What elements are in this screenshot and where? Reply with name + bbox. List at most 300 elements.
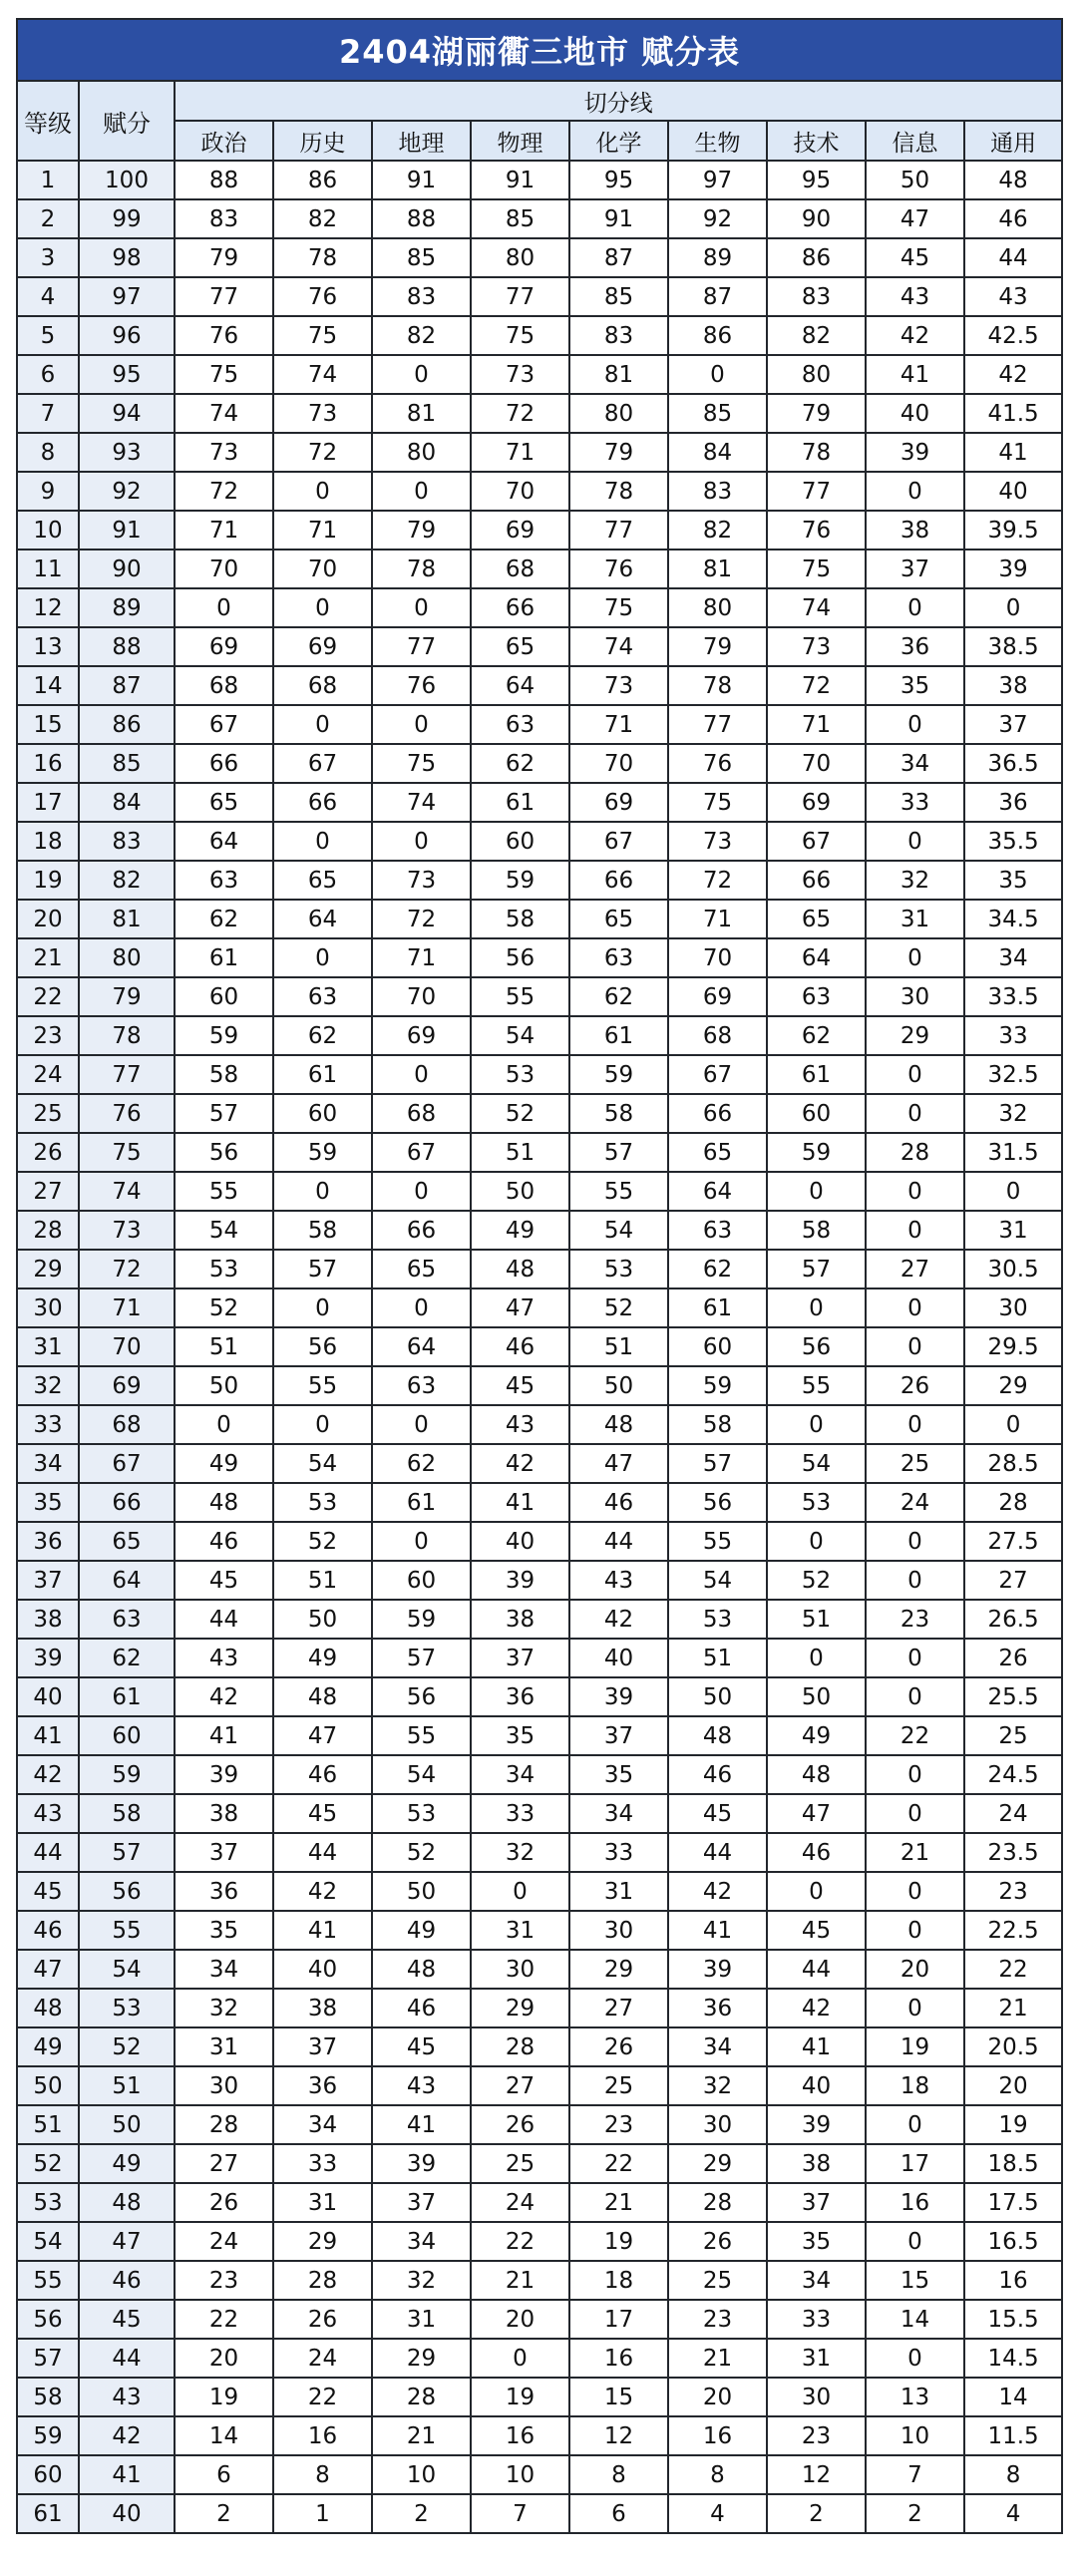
cutoff-cell: 37 bbox=[866, 550, 964, 588]
cutoff-cell: 0 bbox=[866, 1989, 964, 2027]
cutoff-cell: 0 bbox=[767, 1872, 866, 1911]
cutoff-cell: 66 bbox=[569, 861, 668, 900]
cutoff-cell: 41 bbox=[471, 1483, 569, 1522]
cutoff-cell: 27 bbox=[569, 1989, 668, 2027]
cutoff-cell: 73 bbox=[569, 666, 668, 705]
cutoff-cell: 0 bbox=[668, 355, 767, 394]
cutoff-cell: 26 bbox=[569, 2027, 668, 2066]
cutoff-cell: 32 bbox=[372, 2261, 471, 2300]
score-cell: 40 bbox=[79, 2494, 175, 2533]
score-conversion-sheet bbox=[16, 18, 1061, 2534]
cutoff-cell: 48 bbox=[569, 1405, 668, 1444]
cutoff-cell: 64 bbox=[471, 666, 569, 705]
cutoff-cell: 44 bbox=[964, 238, 1062, 277]
cutoff-cell: 25.5 bbox=[964, 1677, 1062, 1716]
cutoff-cell: 2 bbox=[372, 2494, 471, 2533]
cutoff-cell: 68 bbox=[273, 666, 372, 705]
table-row bbox=[17, 1833, 1062, 1872]
score-cell: 89 bbox=[79, 588, 175, 627]
subject-header: 政治 bbox=[175, 121, 273, 161]
cutoff-cell: 22.5 bbox=[964, 1911, 1062, 1950]
cutoff-cell: 43 bbox=[471, 1405, 569, 1444]
cutoff-cell: 42 bbox=[175, 1677, 273, 1716]
table-row bbox=[17, 2261, 1062, 2300]
cutoff-cell: 21 bbox=[668, 2339, 767, 2378]
cutoff-cell: 28 bbox=[273, 2261, 372, 2300]
cutoff-cell: 16 bbox=[273, 2416, 372, 2455]
table-row bbox=[17, 1211, 1062, 1250]
cutoff-cell: 0 bbox=[372, 705, 471, 744]
cutoff-cell: 95 bbox=[569, 161, 668, 199]
score-cell: 95 bbox=[79, 355, 175, 394]
score-cell: 70 bbox=[79, 1327, 175, 1366]
cutoff-cell: 28 bbox=[964, 1483, 1062, 1522]
table-row bbox=[17, 1561, 1062, 1600]
cutoff-cell: 54 bbox=[273, 1444, 372, 1483]
cutoff-cell: 50 bbox=[866, 161, 964, 199]
score-cell: 96 bbox=[79, 316, 175, 355]
cutoff-cell: 52 bbox=[372, 1833, 471, 1872]
cutoff-cell: 7 bbox=[471, 2494, 569, 2533]
cutoff-cell: 19 bbox=[471, 2378, 569, 2416]
table-row bbox=[17, 627, 1062, 666]
cutoff-cell: 20 bbox=[175, 2339, 273, 2378]
cutoff-cell: 56 bbox=[372, 1677, 471, 1716]
cutoff-cell: 71 bbox=[668, 900, 767, 938]
cutoff-cell: 27 bbox=[175, 2144, 273, 2183]
cutoff-cell: 76 bbox=[767, 511, 866, 550]
cutoff-cell: 31 bbox=[372, 2300, 471, 2339]
cutoff-cell: 42 bbox=[471, 1444, 569, 1483]
cutoff-cell: 45 bbox=[866, 238, 964, 277]
cutoff-cell: 23 bbox=[964, 1872, 1062, 1911]
cutoff-cell: 48 bbox=[964, 161, 1062, 199]
cutoff-cell: 80 bbox=[471, 238, 569, 277]
cutoff-cell: 59 bbox=[569, 1055, 668, 1094]
cutoff-cell: 22 bbox=[471, 2222, 569, 2261]
cutoff-cell: 0 bbox=[866, 1911, 964, 1950]
grade-cell: 1 bbox=[17, 161, 79, 199]
cutoff-cell: 79 bbox=[372, 511, 471, 550]
cutoff-cell: 63 bbox=[471, 705, 569, 744]
cutoff-cell: 43 bbox=[964, 277, 1062, 316]
cutoff-cell: 80 bbox=[767, 355, 866, 394]
table-row bbox=[17, 550, 1062, 588]
table-row bbox=[17, 316, 1062, 355]
cutoff-cell: 0 bbox=[273, 588, 372, 627]
cutoff-cell: 21 bbox=[471, 2261, 569, 2300]
score-cell: 67 bbox=[79, 1444, 175, 1483]
cutoff-cell: 33 bbox=[866, 783, 964, 822]
table-row bbox=[17, 238, 1062, 277]
cutoff-cell: 74 bbox=[767, 588, 866, 627]
grade-cell: 44 bbox=[17, 1833, 79, 1872]
cutoff-cell: 62 bbox=[273, 1016, 372, 1055]
cutoff-cell: 36.5 bbox=[964, 744, 1062, 783]
cutoff-cell: 53 bbox=[668, 1600, 767, 1639]
cutoff-cell: 24 bbox=[175, 2222, 273, 2261]
cutoff-cell: 48 bbox=[273, 1677, 372, 1716]
cutoff-cell: 47 bbox=[273, 1716, 372, 1755]
cutoff-cell: 50 bbox=[569, 1366, 668, 1405]
cutoff-cell: 85 bbox=[569, 277, 668, 316]
cutoff-cell: 40 bbox=[471, 1522, 569, 1561]
cutoff-cell: 46 bbox=[372, 1989, 471, 2027]
grade-cell: 42 bbox=[17, 1755, 79, 1794]
score-cell: 52 bbox=[79, 2027, 175, 2066]
cutoff-cell: 26 bbox=[175, 2183, 273, 2222]
cutoff-cell: 75 bbox=[668, 783, 767, 822]
cutoff-cell: 0 bbox=[964, 1172, 1062, 1211]
cutoff-cell: 66 bbox=[767, 861, 866, 900]
grade-cell: 22 bbox=[17, 977, 79, 1016]
cutoff-cell: 29 bbox=[668, 2144, 767, 2183]
cutoff-cell: 79 bbox=[175, 238, 273, 277]
cutoff-cell: 61 bbox=[175, 938, 273, 977]
grade-cell: 57 bbox=[17, 2339, 79, 2378]
cutoff-cell: 70 bbox=[668, 938, 767, 977]
cutoff-cell: 77 bbox=[175, 277, 273, 316]
cutoff-cell: 23 bbox=[866, 1600, 964, 1639]
grade-cell: 18 bbox=[17, 822, 79, 861]
cutoff-cell: 51 bbox=[175, 1327, 273, 1366]
cutoff-cell: 73 bbox=[668, 822, 767, 861]
cutoff-cell: 51 bbox=[767, 1600, 866, 1639]
score-cell: 44 bbox=[79, 2339, 175, 2378]
grade-cell: 4 bbox=[17, 277, 79, 316]
score-cell: 62 bbox=[79, 1639, 175, 1677]
cutoff-cell: 8 bbox=[964, 2455, 1062, 2494]
cutoff-cell: 55 bbox=[668, 1522, 767, 1561]
cutoff-cell: 82 bbox=[668, 511, 767, 550]
cutoff-cell: 46 bbox=[175, 1522, 273, 1561]
cutoff-cell: 40 bbox=[767, 2066, 866, 2105]
cutoff-cell: 60 bbox=[668, 1327, 767, 1366]
cutoff-cell: 55 bbox=[767, 1366, 866, 1405]
cutoff-cell: 42 bbox=[668, 1872, 767, 1911]
cutoff-cell: 74 bbox=[273, 355, 372, 394]
cutoff-cell: 70 bbox=[372, 977, 471, 1016]
cutoff-cell: 30 bbox=[569, 1911, 668, 1950]
cutoff-cell: 60 bbox=[471, 822, 569, 861]
table-row bbox=[17, 2416, 1062, 2455]
subject-header: 地理 bbox=[372, 121, 471, 161]
cutoff-cell: 55 bbox=[569, 1172, 668, 1211]
cutoff-cell: 75 bbox=[175, 355, 273, 394]
cutoff-cell: 28 bbox=[372, 2378, 471, 2416]
cutoff-cell: 0 bbox=[866, 1677, 964, 1716]
cutoff-cell: 76 bbox=[175, 316, 273, 355]
table-row bbox=[17, 705, 1062, 744]
cutoff-cell: 35 bbox=[471, 1716, 569, 1755]
cutoff-cell: 18 bbox=[866, 2066, 964, 2105]
cutoff-cell: 59 bbox=[668, 1366, 767, 1405]
cutoff-cell: 71 bbox=[372, 938, 471, 977]
grade-cell: 13 bbox=[17, 627, 79, 666]
cutoff-cell: 20 bbox=[668, 2378, 767, 2416]
cutoff-cell: 65 bbox=[372, 1250, 471, 1288]
cutoff-cell: 12 bbox=[767, 2455, 866, 2494]
grade-cell: 60 bbox=[17, 2455, 79, 2494]
cutoff-cell: 59 bbox=[372, 1600, 471, 1639]
grade-cell: 16 bbox=[17, 744, 79, 783]
cutoff-cell: 91 bbox=[569, 199, 668, 238]
cutoff-cell: 0 bbox=[866, 705, 964, 744]
cutoff-cell: 51 bbox=[471, 1133, 569, 1172]
cutoff-cell: 0 bbox=[866, 1522, 964, 1561]
cutoff-cell: 29 bbox=[471, 1989, 569, 2027]
score-cell: 59 bbox=[79, 1755, 175, 1794]
cutoff-cell: 33 bbox=[964, 1016, 1062, 1055]
cutoff-cell: 50 bbox=[372, 1872, 471, 1911]
cutoff-cell: 0 bbox=[866, 1172, 964, 1211]
cutoff-cell: 30 bbox=[964, 1288, 1062, 1327]
cutoff-cell: 81 bbox=[569, 355, 668, 394]
cutoff-cell: 61 bbox=[767, 1055, 866, 1094]
cutoff-cell: 86 bbox=[767, 238, 866, 277]
score-cell: 75 bbox=[79, 1133, 175, 1172]
cutoff-cell: 26 bbox=[668, 2222, 767, 2261]
table-row bbox=[17, 1444, 1062, 1483]
cutoff-cell: 35 bbox=[964, 861, 1062, 900]
cutoff-cell: 68 bbox=[372, 1094, 471, 1133]
cutoff-cell: 72 bbox=[175, 472, 273, 511]
cutoff-cell: 62 bbox=[175, 900, 273, 938]
score-cell: 50 bbox=[79, 2105, 175, 2144]
cutoff-cell: 82 bbox=[767, 316, 866, 355]
cutoff-cell: 0 bbox=[372, 355, 471, 394]
cutoff-cell: 49 bbox=[372, 1911, 471, 1950]
cutoff-cell: 7 bbox=[866, 2455, 964, 2494]
cutoff-cell: 27 bbox=[471, 2066, 569, 2105]
table-row bbox=[17, 199, 1062, 238]
cutoff-cell: 55 bbox=[273, 1366, 372, 1405]
cutoff-cell: 46 bbox=[273, 1755, 372, 1794]
cutoff-cell: 41 bbox=[273, 1911, 372, 1950]
cutoff-cell: 0 bbox=[372, 1405, 471, 1444]
score-cell: 66 bbox=[79, 1483, 175, 1522]
table-row bbox=[17, 1911, 1062, 1950]
cutoff-cell: 70 bbox=[273, 550, 372, 588]
cutoff-cell: 29 bbox=[866, 1016, 964, 1055]
cutoff-cell: 75 bbox=[767, 550, 866, 588]
cutoff-cell: 55 bbox=[471, 977, 569, 1016]
grade-cell: 59 bbox=[17, 2416, 79, 2455]
cutoff-cell: 46 bbox=[569, 1483, 668, 1522]
cutoff-cell: 51 bbox=[569, 1327, 668, 1366]
cutoff-cell: 30 bbox=[175, 2066, 273, 2105]
cutoff-cell: 33 bbox=[767, 2300, 866, 2339]
cutoff-cell: 80 bbox=[372, 433, 471, 472]
cutoff-cell: 56 bbox=[471, 938, 569, 977]
cutoff-cell: 0 bbox=[471, 2339, 569, 2378]
cutoff-cell: 69 bbox=[175, 627, 273, 666]
cutoff-cell: 37 bbox=[767, 2183, 866, 2222]
cutoff-cell: 45 bbox=[175, 1561, 273, 1600]
table-row bbox=[17, 1677, 1062, 1716]
score-cell: 100 bbox=[79, 161, 175, 199]
cutoff-cell: 0 bbox=[767, 1288, 866, 1327]
grade-cell: 26 bbox=[17, 1133, 79, 1172]
table-row bbox=[17, 2105, 1062, 2144]
cutoff-cell: 55 bbox=[372, 1716, 471, 1755]
cutoff-cell: 39.5 bbox=[964, 511, 1062, 550]
table-row bbox=[17, 1522, 1062, 1561]
table-row bbox=[17, 1794, 1062, 1833]
score-cell: 54 bbox=[79, 1950, 175, 1989]
cutoff-cell: 34 bbox=[767, 2261, 866, 2300]
cutoff-cell: 35 bbox=[767, 2222, 866, 2261]
cutoff-cell: 66 bbox=[175, 744, 273, 783]
grade-cell: 7 bbox=[17, 394, 79, 433]
score-cell: 71 bbox=[79, 1288, 175, 1327]
grade-cell: 50 bbox=[17, 2066, 79, 2105]
table-row bbox=[17, 2144, 1062, 2183]
cutoff-cell: 52 bbox=[175, 1288, 273, 1327]
table-row bbox=[17, 588, 1062, 627]
score-cell: 87 bbox=[79, 666, 175, 705]
cutoff-cell: 65 bbox=[569, 900, 668, 938]
table-row bbox=[17, 977, 1062, 1016]
cutoff-cell: 6 bbox=[175, 2455, 273, 2494]
cutoff-cell: 73 bbox=[372, 861, 471, 900]
cutoff-cell: 50 bbox=[273, 1600, 372, 1639]
cutoff-cell: 49 bbox=[175, 1444, 273, 1483]
cutoff-cell: 35 bbox=[866, 666, 964, 705]
cutoff-cell: 61 bbox=[668, 1288, 767, 1327]
cutoff-cell: 53 bbox=[175, 1250, 273, 1288]
table-row bbox=[17, 161, 1062, 199]
cutoff-cell: 50 bbox=[668, 1677, 767, 1716]
cutoff-cell: 77 bbox=[471, 277, 569, 316]
cutoff-cell: 48 bbox=[471, 1250, 569, 1288]
cutoff-cell: 65 bbox=[668, 1133, 767, 1172]
cutoff-cell: 42 bbox=[964, 355, 1062, 394]
cutoff-cell: 62 bbox=[372, 1444, 471, 1483]
cutoff-cell: 16 bbox=[668, 2416, 767, 2455]
cutoff-cell: 36 bbox=[273, 2066, 372, 2105]
cutoff-cell: 35 bbox=[175, 1911, 273, 1950]
cutoff-cell: 47 bbox=[569, 1444, 668, 1483]
cutoff-cell: 20 bbox=[471, 2300, 569, 2339]
grade-cell: 48 bbox=[17, 1989, 79, 2027]
cutoff-cell: 63 bbox=[668, 1211, 767, 1250]
cutoff-cell: 44 bbox=[175, 1600, 273, 1639]
score-cell: 72 bbox=[79, 1250, 175, 1288]
score-cell: 51 bbox=[79, 2066, 175, 2105]
cutoff-cell: 31 bbox=[471, 1911, 569, 1950]
table-row bbox=[17, 2222, 1062, 2261]
cutoff-cell: 59 bbox=[767, 1133, 866, 1172]
cutoff-cell: 28 bbox=[175, 2105, 273, 2144]
table-row bbox=[17, 938, 1062, 977]
cutoff-cell: 54 bbox=[175, 1211, 273, 1250]
score-cell: 61 bbox=[79, 1677, 175, 1716]
cutoff-cell: 29 bbox=[964, 1366, 1062, 1405]
cutoff-cell: 82 bbox=[372, 316, 471, 355]
cutoff-cell: 0 bbox=[866, 1288, 964, 1327]
cutoff-cell: 51 bbox=[668, 1639, 767, 1677]
cutoff-cell: 0 bbox=[866, 2339, 964, 2378]
table-body bbox=[17, 161, 1062, 2533]
cutoff-cell: 44 bbox=[767, 1950, 866, 1989]
cutoff-cell: 39 bbox=[372, 2144, 471, 2183]
cutoff-cell: 71 bbox=[175, 511, 273, 550]
table-row bbox=[17, 744, 1062, 783]
table-row bbox=[17, 1405, 1062, 1444]
cutoff-cell: 54 bbox=[767, 1444, 866, 1483]
cutoff-cell: 50 bbox=[175, 1366, 273, 1405]
score-cell: 68 bbox=[79, 1405, 175, 1444]
cutoff-cell: 37 bbox=[964, 705, 1062, 744]
cutoff-cell: 68 bbox=[175, 666, 273, 705]
cutoff-cell: 91 bbox=[471, 161, 569, 199]
cutoff-cell: 27 bbox=[964, 1561, 1062, 1600]
cutoff-cell: 42 bbox=[569, 1600, 668, 1639]
grade-cell: 38 bbox=[17, 1600, 79, 1639]
cutoff-cell: 84 bbox=[668, 433, 767, 472]
score-cell: 49 bbox=[79, 2144, 175, 2183]
cutoff-cell: 85 bbox=[668, 394, 767, 433]
table-row bbox=[17, 2494, 1062, 2533]
cutoff-cell: 42.5 bbox=[964, 316, 1062, 355]
cutoff-cell: 45 bbox=[273, 1794, 372, 1833]
score-cell: 84 bbox=[79, 783, 175, 822]
cutoff-cell: 34 bbox=[273, 2105, 372, 2144]
cutoff-cell: 14 bbox=[964, 2378, 1062, 2416]
cutoff-cell: 56 bbox=[767, 1327, 866, 1366]
cutoff-cell: 76 bbox=[372, 666, 471, 705]
cutoff-cell: 47 bbox=[767, 1794, 866, 1833]
score-cell: 55 bbox=[79, 1911, 175, 1950]
cutoff-cell: 22 bbox=[964, 1950, 1062, 1989]
cutoff-cell: 24 bbox=[273, 2339, 372, 2378]
cutoff-cell: 50 bbox=[767, 1677, 866, 1716]
cutoff-cell: 85 bbox=[471, 199, 569, 238]
cutoff-cell: 30 bbox=[767, 2378, 866, 2416]
cutoff-cell: 48 bbox=[668, 1716, 767, 1755]
cutoff-cell: 88 bbox=[175, 161, 273, 199]
cutoff-cell: 64 bbox=[668, 1172, 767, 1211]
cutoff-cell: 39 bbox=[569, 1677, 668, 1716]
cutoff-cell: 19 bbox=[175, 2378, 273, 2416]
cutoff-cell: 31 bbox=[273, 2183, 372, 2222]
score-cell: 78 bbox=[79, 1016, 175, 1055]
grade-cell: 36 bbox=[17, 1522, 79, 1561]
table-row bbox=[17, 511, 1062, 550]
cutoff-cell: 92 bbox=[668, 199, 767, 238]
cutoff-cell: 37 bbox=[175, 1833, 273, 1872]
cutoff-cell: 32 bbox=[866, 861, 964, 900]
cutoff-cell: 38 bbox=[866, 511, 964, 550]
cutoff-cell: 76 bbox=[668, 744, 767, 783]
cutoff-cell: 0 bbox=[372, 1288, 471, 1327]
cutoff-cell: 60 bbox=[767, 1094, 866, 1133]
table-row bbox=[17, 2183, 1062, 2222]
cutoff-cell: 46 bbox=[964, 199, 1062, 238]
cutoff-cell: 0 bbox=[372, 588, 471, 627]
cutoff-cell: 34 bbox=[372, 2222, 471, 2261]
cutoff-cell: 26 bbox=[471, 2105, 569, 2144]
cutoff-cell: 0 bbox=[471, 1872, 569, 1911]
cutoff-cell: 0 bbox=[767, 1639, 866, 1677]
cutoff-cell: 62 bbox=[668, 1250, 767, 1288]
cutoff-cell: 61 bbox=[273, 1055, 372, 1094]
cutoff-cell: 66 bbox=[372, 1211, 471, 1250]
cutoff-cell: 56 bbox=[668, 1483, 767, 1522]
cutoff-cell: 0 bbox=[767, 1405, 866, 1444]
cutoff-cell: 62 bbox=[471, 744, 569, 783]
